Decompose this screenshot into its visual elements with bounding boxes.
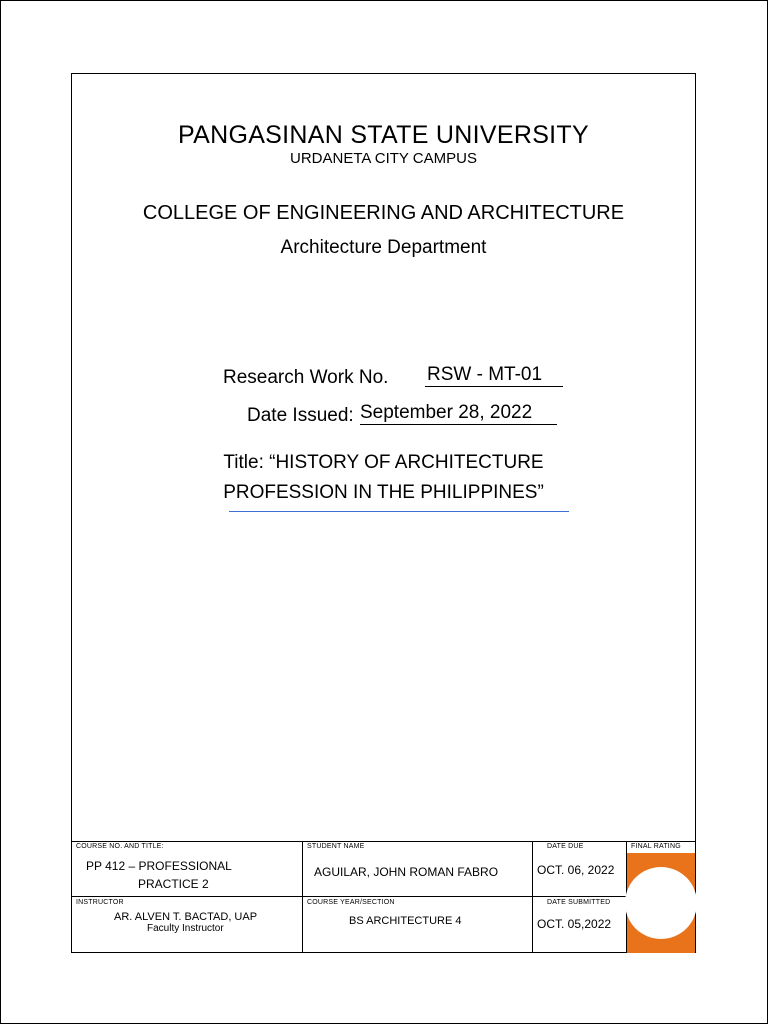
student-label: STUDENT NAME <box>307 843 365 850</box>
instructor-role: Faculty Instructor <box>147 923 224 934</box>
title-underline <box>229 511 569 512</box>
university-name: PANGASINAN STATE UNIVERSITY <box>178 121 589 149</box>
title-line-1: Title: “HISTORY OF ARCHITECTURE <box>223 452 544 473</box>
research-work-value: RSW - MT-01 <box>425 364 563 387</box>
college-name: COLLEGE OF ENGINEERING AND ARCHITECTURE <box>142 202 625 224</box>
instructor-name: AR. ALVEN T. BACTAD, UAP <box>114 911 258 923</box>
date-due-value: OCT. 06, 2022 <box>537 863 615 877</box>
date-submitted-value: OCT. 05,2022 <box>537 917 612 931</box>
student-cell <box>303 841 533 897</box>
course-label: COURSE NO. AND TITLE: <box>76 843 164 850</box>
title-block <box>72 841 695 953</box>
course-year-value: BS ARCHITECTURE 4 <box>349 915 462 927</box>
title-line-2: PROFESSION IN THE PHILIPPINES” <box>223 482 544 503</box>
instructor-label: INSTRUCTOR <box>76 899 124 906</box>
date-due-cell <box>533 841 627 897</box>
student-value: AGUILAR, JOHN ROMAN FABRO <box>314 865 499 879</box>
course-year-cell <box>303 897 533 953</box>
instructor-cell <box>72 897 303 953</box>
research-work-label: Research Work No. <box>223 367 389 388</box>
final-rating-circle <box>625 867 697 939</box>
final-rating-label: FINAL RATING <box>631 843 681 850</box>
date-submitted-cell <box>533 897 627 953</box>
department-name: Architecture Department <box>280 237 487 258</box>
course-cell <box>72 841 303 897</box>
document-frame <box>71 73 696 953</box>
date-due-label: DATE DUE <box>547 843 584 850</box>
date-submitted-label: DATE SUBMITTED <box>547 899 611 906</box>
date-issued-label: Date Issued: <box>247 405 354 426</box>
course-line-2: PRACTICE 2 <box>138 877 209 891</box>
course-year-label: COURSE YEAR/SECTION <box>307 899 395 906</box>
date-issued-value: September 28, 2022 <box>360 402 557 425</box>
final-rating-box <box>627 853 695 953</box>
course-line-1: PP 412 – PROFESSIONAL <box>86 859 232 873</box>
campus-name: URDANETA CITY CAMPUS <box>290 150 477 167</box>
